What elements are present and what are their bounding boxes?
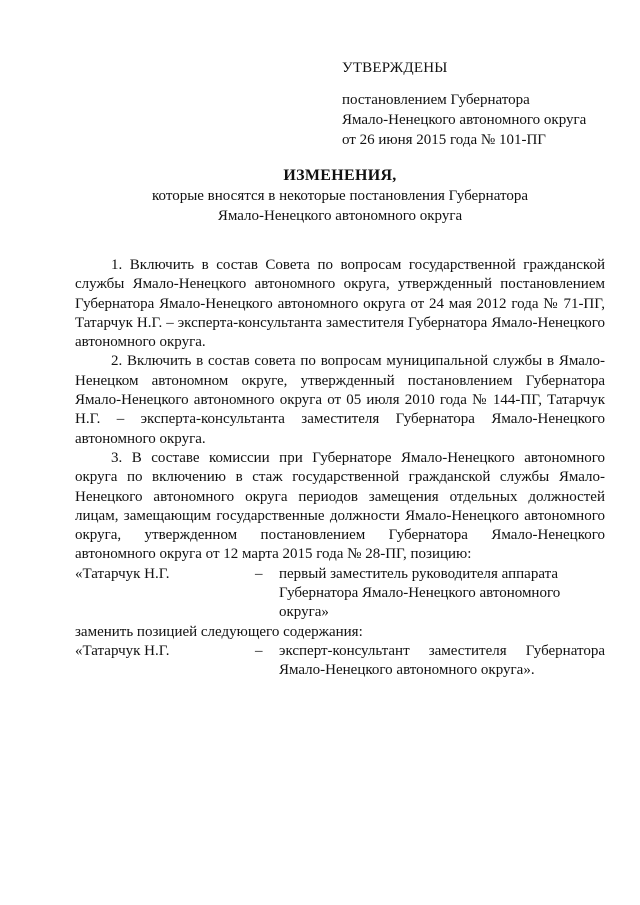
paragraph-3: 3. В составе комиссии при Губернаторе Ямало-Ненецкого автономного округа по включению в стаж государственной гражданской службы Ямало-Ненецкого автономного округа периодов замещения отдельных должностей лицам, замещающим государственные должности Ямало-Ненецкого автономного округа, утвержденном постановлением Губернатора Ямало-Ненецкого автономного округа от 12 марта 2015 года № 28-ПГ, позицию:: [75, 449, 605, 563]
document-body: [75, 256, 605, 681]
paragraph-1: 1. Включить в состав Совета по вопросам государственной гражданской службы Ямало-Ненецкого автономного округа, утвержденный постановлением Губернатора Ямало-Ненецкого автономного округа от 24 мая 2012 года № 71-ПГ, Татарчук Н.Г. – эксперта-консультанта заместителя Губернатора Ямало-Ненецкого автономного округа.: [75, 257, 605, 351]
approval-line-3: от 26 июня 2015 года № 101-ПГ: [342, 132, 546, 148]
old-position-name: «Татарчук Н.Г.: [75, 565, 170, 582]
approval-line-1: постановлением Губернатора: [342, 92, 530, 108]
replace-instruction: заменить позицией следующего содержания:: [75, 623, 363, 640]
paragraph-2: 2. Включить в состав совета по вопросам муниципальной службы в Ямало-Ненецком автономном округе, утвержденный постановлением Губернатора Ямало-Ненецкого автономного округа от 05 июля 2010 года № 144-ПГ, Татарчук Н.Г. – эксперта-консультанта заместителя Губернатора Ямало-Ненецкого автономного округа.: [75, 353, 605, 447]
new-position-row: [75, 642, 605, 681]
new-position-dash: –: [255, 642, 263, 659]
approval-line-2: Ямало-Ненецкого автономного округа: [342, 112, 587, 128]
old-position-dash: –: [255, 565, 263, 582]
document-subtitle-line-1: которые вносятся в некоторые постановления Губернатора: [152, 188, 528, 204]
new-position-description: эксперт-консультант заместителя Губернатора Ямало-Ненецкого автономного округа».: [279, 642, 605, 679]
document-title-block: [70, 166, 610, 226]
new-position-name: «Татарчук Н.Г.: [75, 642, 170, 659]
approval-stamp: [342, 58, 612, 150]
approval-heading: УТВЕРЖДЕНЫ: [342, 60, 448, 76]
document-subtitle-line-2: Ямало-Ненецкого автономного округа: [217, 208, 463, 224]
old-position-description: первый заместитель руководителя аппарата Губернатора Ямало-Ненецкого автономного округа»: [279, 565, 561, 621]
document-title: ИЗМЕНЕНИЯ,: [283, 167, 397, 184]
old-position-row: [75, 565, 605, 623]
